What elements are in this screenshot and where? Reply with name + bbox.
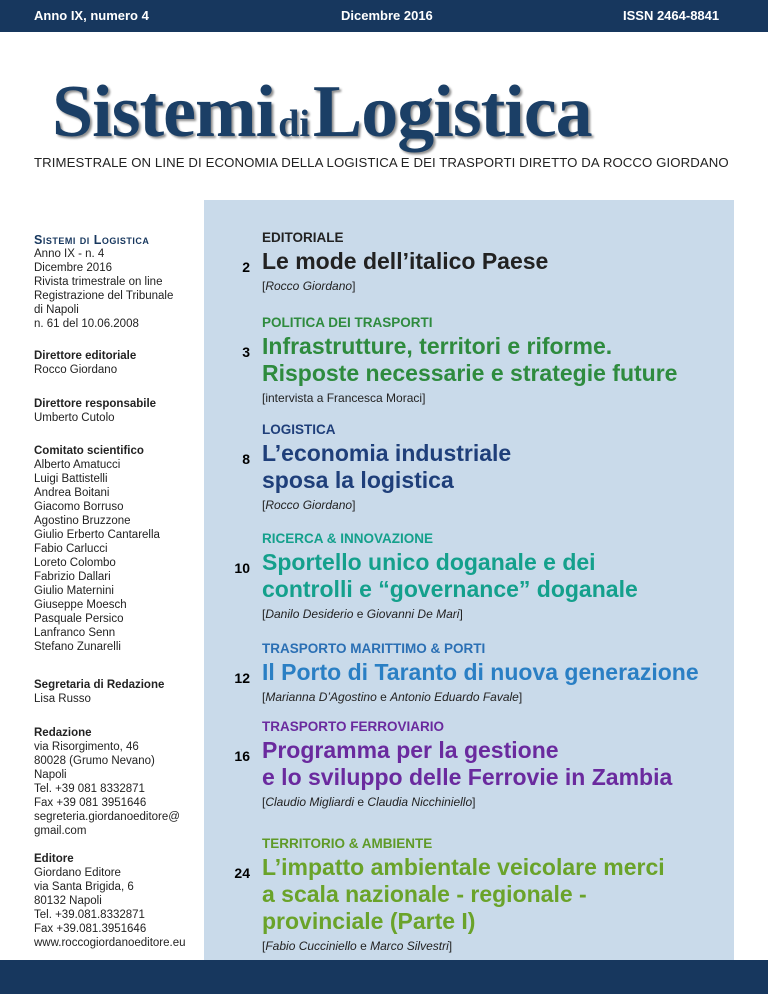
journal-title: Sistemi di Logistica	[52, 71, 592, 153]
colophon-line: Agostino Bruzzone	[34, 515, 131, 527]
segreteria: Segretaria di Redazione Lisa Russo	[34, 679, 165, 705]
colophon-info	[34, 233, 204, 331]
colophon-line: Giulio Maternini	[34, 585, 114, 597]
toc-title-line: a scala nazionale - regionale -	[262, 881, 587, 907]
toc-article-title[interactable]	[262, 440, 732, 494]
colophon-line: Anno IX - n. 4	[34, 248, 105, 260]
toc-page-number: 2	[242, 259, 250, 275]
colophon-line: segreteria.giordanoeditore@	[34, 811, 180, 823]
colophon-line: Registrazione del Tribunale	[34, 290, 174, 302]
colophon-line: Tel. +39 081 8332871	[34, 783, 145, 795]
colophon-line: Giuseppe Moesch	[34, 599, 127, 611]
colophon-line: n. 61 del 10.06.2008	[34, 318, 139, 330]
toc-title-line: L’economia industriale	[262, 440, 512, 466]
table-of-contents	[204, 200, 734, 960]
colophon-line: Rivista trimestrale on line	[34, 276, 163, 288]
toc-section: TRASPORTO MARITTIMO & PORTI	[262, 641, 486, 656]
colophon-line: via Risorgimento, 46	[34, 741, 139, 753]
colophon-line: Fax +39.081.3951646	[34, 923, 147, 935]
toc-article-title[interactable]	[262, 248, 732, 275]
toc-article-title[interactable]	[262, 659, 732, 686]
toc-author: Marco Silvestri	[370, 939, 449, 953]
toc-page-number: 10	[234, 560, 250, 576]
toc-page-number: 24	[234, 865, 250, 881]
toc-title-line: sposa la logistica	[262, 467, 454, 493]
colophon-line: Giulio Erberto Cantarella	[34, 529, 160, 541]
colophon-line: Pasquale Persico	[34, 613, 124, 625]
masthead	[0, 32, 768, 153]
colophon-line: Giacomo Borruso	[34, 501, 124, 513]
toc-author: Marianna D’Agostino	[265, 690, 377, 704]
toc-page-number: 16	[234, 748, 250, 764]
colophon-line: www.roccogiordanoeditore.eu	[34, 937, 186, 949]
colophon-line: Stefano Zunarelli	[34, 641, 121, 653]
toc-article-title[interactable]	[262, 854, 732, 935]
toc-section: TERRITORIO & AMBIENTE	[262, 836, 433, 851]
toc-article-title[interactable]	[262, 549, 732, 603]
toc-section: EDITORIALE	[262, 230, 344, 245]
colophon-line: Loreto Colombo	[34, 557, 116, 569]
toc-author: Rocco Giordano	[265, 498, 353, 512]
colophon-line: 80028 (Grumo Nevano)	[34, 755, 155, 767]
toc-title-line: e lo sviluppo delle Ferrovie in Zambia	[262, 764, 673, 790]
redazione: Redazione via Risorgimento, 46 80028 (Grumo Nevano) Napoli Tel. +39 081 8332871 Fax +39 081 3951646 segreteria.giordanoeditore@ gmail.com	[34, 726, 204, 838]
toc-section: RICERCA & INNOVAZIONE	[262, 531, 434, 546]
colophon-line: Luigi Battistelli	[34, 473, 108, 485]
toc-title-line: Sportello unico doganale e dei	[262, 549, 596, 575]
toc-authors: [Marianna D’Agostino e Antonio Eduardo Favale]	[262, 690, 523, 704]
toc-title-line: L’impatto ambientale veicolare merci	[262, 854, 665, 880]
toc-author: Giovanni De Mari	[366, 607, 460, 621]
editore: Editore Giordano Editore via Santa Brigida, 6 80132 Napoli Tel. +39.081.8332871 Fax +39.081.3951646 www.roccogiordanoeditore.eu	[34, 852, 204, 950]
issn: ISSN 2464-8841	[623, 8, 720, 23]
toc-title-line: Le mode dell’italico Paese	[262, 248, 549, 274]
toc-page-number: 3	[242, 344, 250, 360]
colophon-line: Giordano Editore	[34, 867, 121, 879]
toc-article-title[interactable]	[262, 737, 732, 791]
toc-title-line: Risposte necessarie e strategie future	[262, 360, 678, 386]
direttore-responsabile: Direttore responsabile Umberto Cutolo	[34, 398, 157, 424]
toc-author: Danilo Desiderio	[265, 607, 354, 621]
colophon-line: Alberto Amatucci	[34, 459, 121, 471]
toc-authors: [Rocco Giordano]	[262, 498, 356, 512]
toc-authors: [Rocco Giordano]	[262, 279, 356, 293]
toc-section: LOGISTICA	[262, 422, 336, 437]
toc-article-title[interactable]	[262, 333, 732, 387]
colophon-line: Dicembre 2016	[34, 262, 112, 274]
toc-authors: [Danilo Desiderio e Giovanni De Mari]	[262, 607, 463, 621]
toc-author: Rocco Giordano	[265, 279, 353, 293]
colophon-line: 80132 Napoli	[34, 895, 102, 907]
journal-subtitle: TRIMESTRALE ON LINE DI ECONOMIA DELLA LOGISTICA E DEI TRASPORTI DIRETTO DA ROCCO GIORDANO	[34, 155, 729, 170]
toc-page-number: 12	[234, 670, 250, 686]
colophon-line: Tel. +39.081.8332871	[34, 909, 145, 921]
toc-page-number: 8	[242, 451, 250, 467]
bottom-bar	[0, 960, 768, 994]
toc-authors: [Claudio Migliardi e Claudia Nicchiniello]	[262, 795, 476, 809]
toc-authors: [intervista a Francesca Moraci]	[262, 391, 426, 405]
comitato-scientifico: Comitato scientifico Alberto Amatucci Luigi Battistelli Andrea Boitani Giacomo Borruso Agostino Bruzzone Giulio Erberto Cantarella Fabio Carlucci Loreto Colombo Fabrizio Dallari Giulio Maternini Giuseppe Moesch Pasquale Persico Lanfranco Senn Stefano Zunarelli	[34, 444, 204, 654]
top-bar	[0, 0, 768, 32]
toc-title-line: Il Porto di Taranto di nuova generazione	[262, 659, 699, 685]
issue-date: Dicembre 2016	[341, 8, 433, 23]
toc-authors: [Fabio Cucciniello e Marco Silvestri]	[262, 939, 453, 953]
toc-author: Claudia Nicchiniello	[367, 795, 473, 809]
direttore-editoriale: Direttore editoriale Rocco Giordano	[34, 350, 137, 376]
issue-number: Anno IX, numero 4	[34, 8, 149, 23]
toc-author: Fabio Cucciniello	[265, 939, 357, 953]
toc-title-line: controlli e “governance” doganale	[262, 576, 638, 602]
colophon-line: gmail.com	[34, 825, 87, 837]
toc-section: POLITICA DEI TRASPORTI	[262, 315, 433, 330]
colophon-line: di Napoli	[34, 304, 79, 316]
toc-author: Claudio Migliardi	[265, 795, 355, 809]
colophon-sidebar	[34, 200, 204, 960]
colophon-line: Fabio Carlucci	[34, 543, 108, 555]
toc-title-line: Infrastrutture, territori e riforme.	[262, 333, 613, 359]
toc-title-line: provinciale (Parte I)	[262, 908, 476, 934]
toc-author: Antonio Eduardo Favale	[390, 690, 519, 704]
colophon-line: Fax +39 081 3951646	[34, 797, 147, 809]
colophon-line: via Santa Brigida, 6	[34, 881, 134, 893]
toc-author: intervista a Francesca Moraci	[265, 391, 423, 405]
toc-title-line: Programma per la gestione	[262, 737, 559, 763]
colophon-line: Fabrizio Dallari	[34, 571, 111, 583]
colophon-line: Andrea Boitani	[34, 487, 110, 499]
colophon-line: Lanfranco Senn	[34, 627, 116, 639]
toc-section: TRASPORTO FERROVIARIO	[262, 719, 445, 734]
colophon-title: Sistemi di Logistica	[34, 233, 150, 247]
colophon-line: Napoli	[34, 769, 67, 781]
